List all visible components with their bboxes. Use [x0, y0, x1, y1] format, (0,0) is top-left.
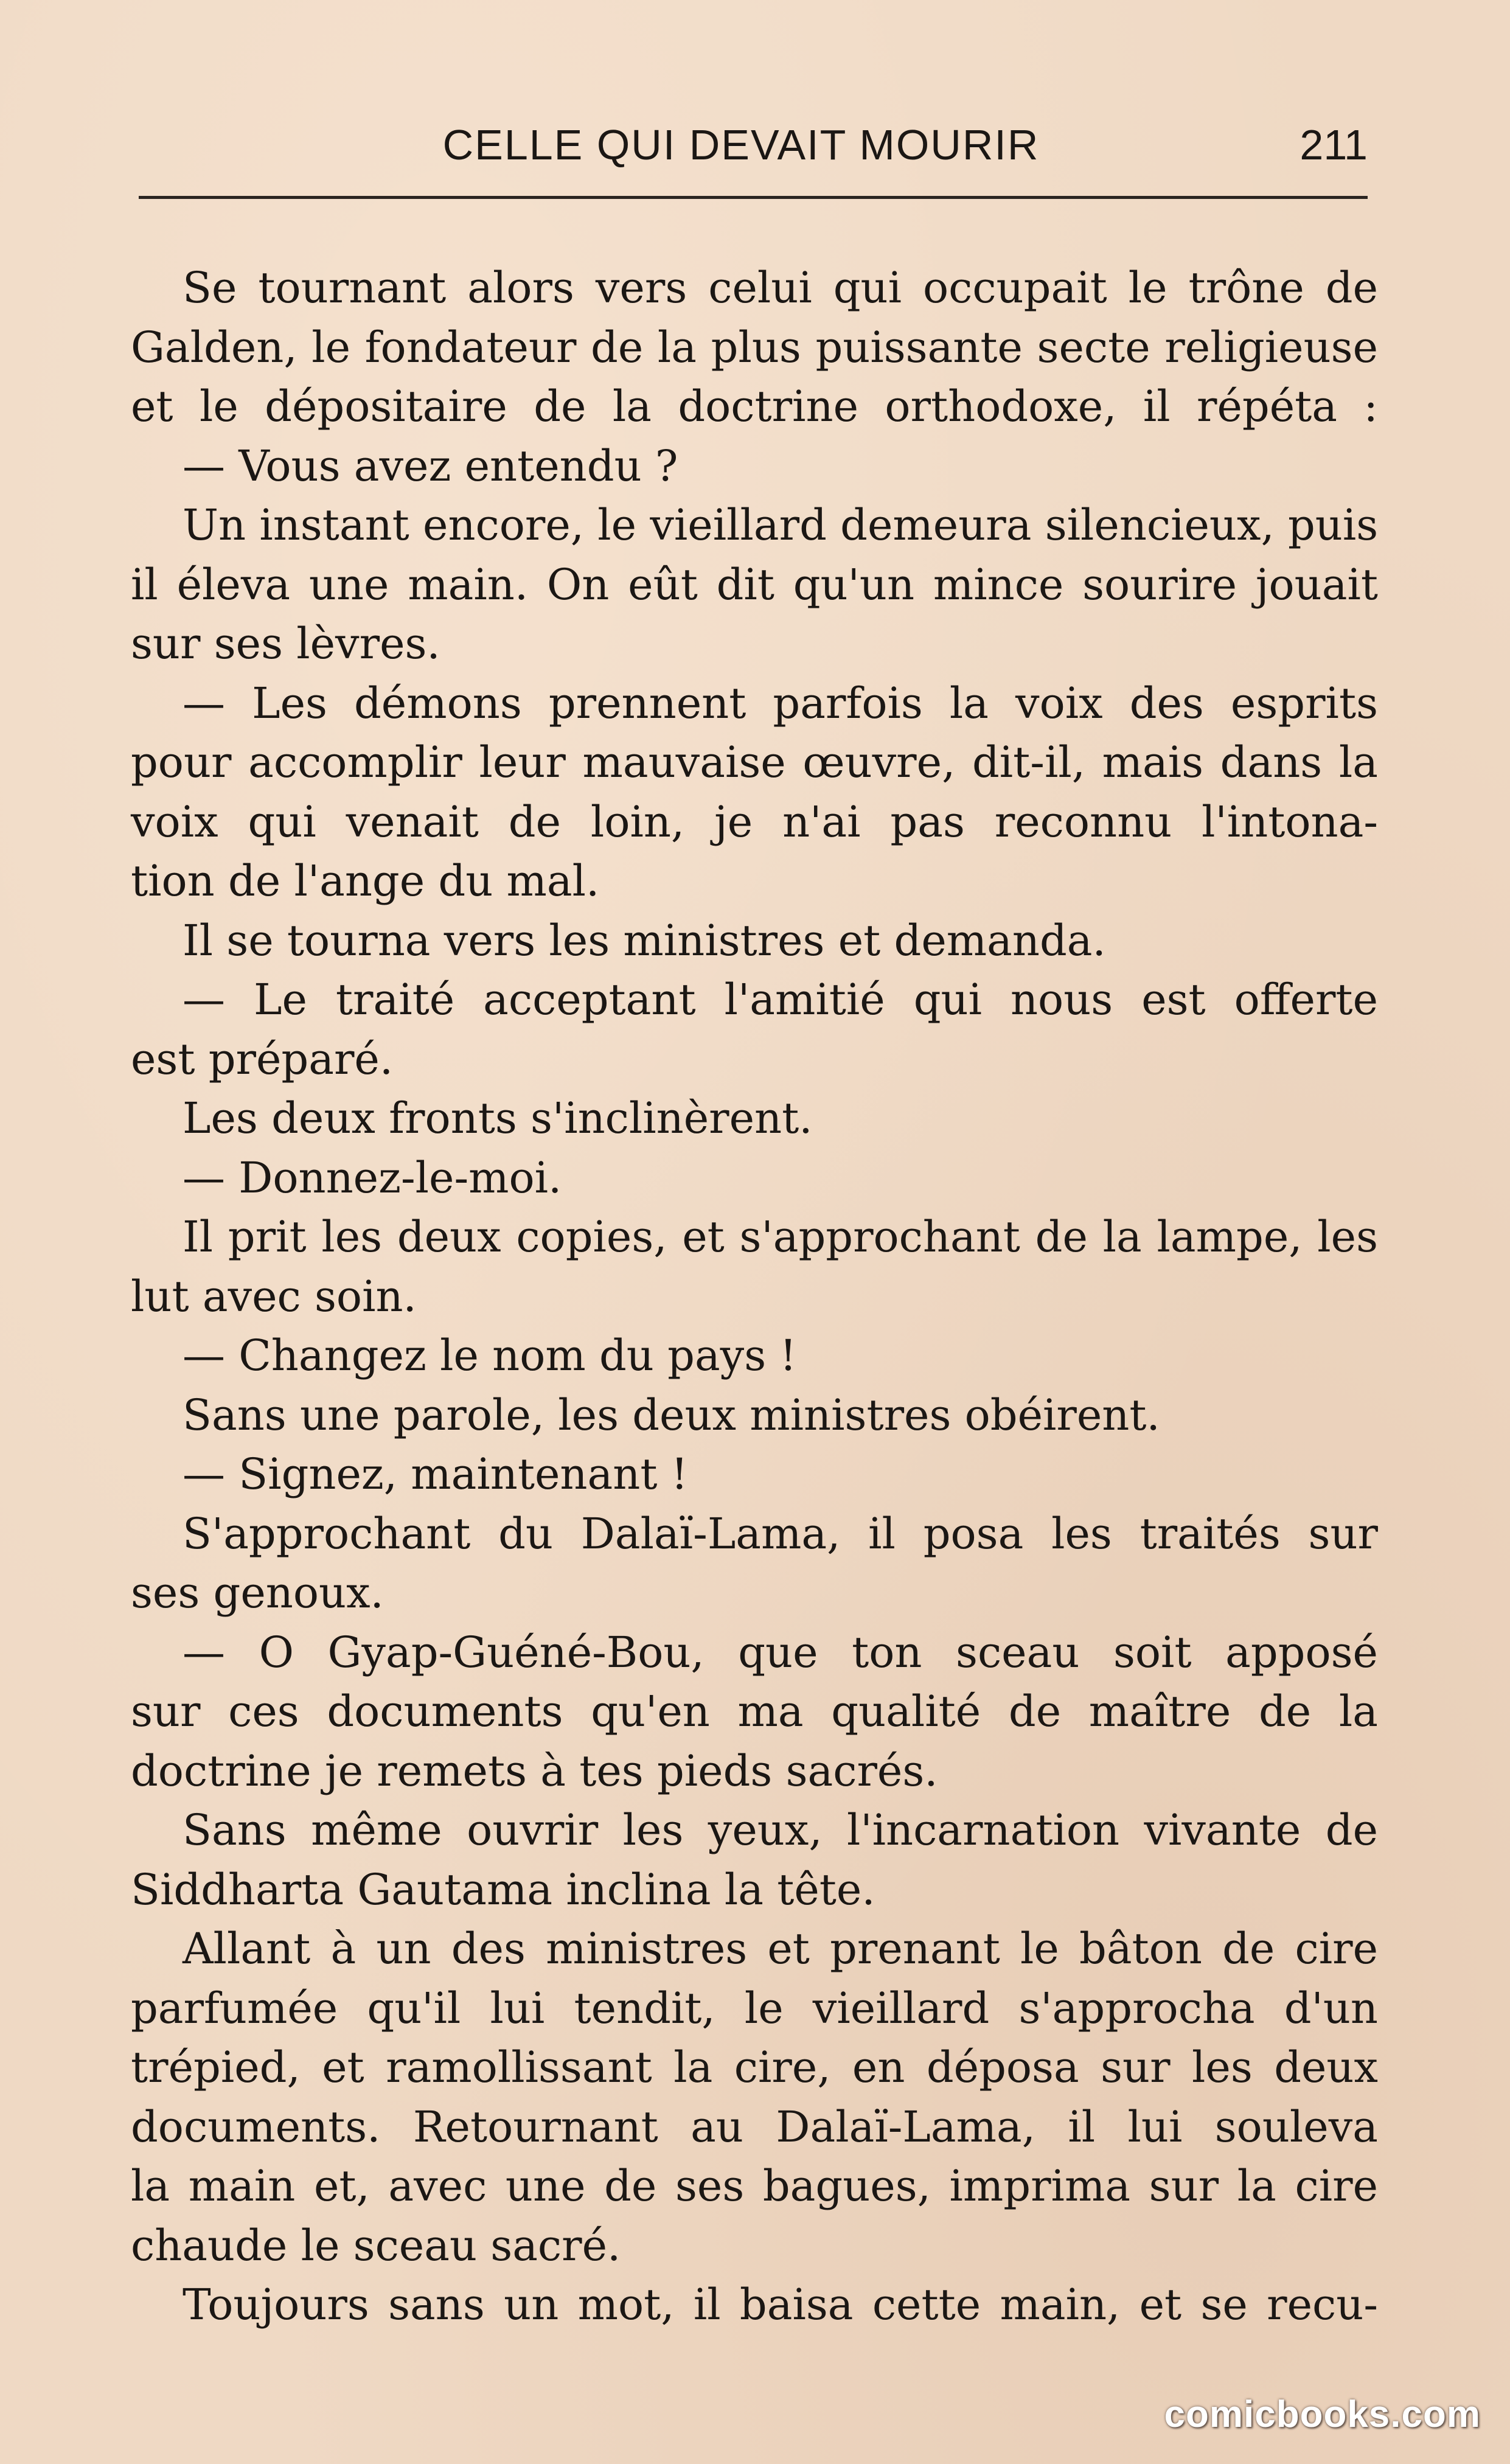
running-title: CELLE QUI DEVAIT MOURIR — [442, 121, 1040, 169]
text-line: Allant à un des ministres et prenant le bâton de cire — [183, 1924, 1378, 1974]
text-line: la main et, avec une de ses bagues, imprima sur la cire — [131, 2161, 1378, 2211]
text-line: Galden, le fondateur de la plus puissante secte religieuse — [131, 322, 1378, 372]
body-text — [131, 259, 1378, 2335]
text-line: ses genoux. — [131, 1568, 384, 1618]
text-line: voix qui venait de loin, je n'ai pas reconnu l'intona- — [131, 796, 1378, 847]
text-line: tion de l'ange du mal. — [131, 856, 600, 906]
text-line: Siddharta Gautama inclina la tête. — [131, 1864, 875, 1915]
text-line: — Donnez-le-moi. — [183, 1152, 562, 1203]
text-line: Les deux fronts s'inclinèrent. — [183, 1093, 813, 1143]
watermark: comicbooks.com — [1164, 2393, 1481, 2435]
text-line: Toujours sans un mot, il baisa cette main, et se recu- — [183, 2280, 1378, 2330]
text-line: Sans même ouvrir les yeux, l'incarnation vivante de — [183, 1805, 1378, 1855]
text-line: — Le traité acceptant l'amitié qui nous est offerte — [183, 975, 1378, 1025]
text-line: — Vous avez entendu ? — [183, 440, 678, 491]
text-line: parfumée qu'il lui tendit, le vieillard s'approcha d'un — [131, 1983, 1378, 2033]
text-line: Se tournant alors vers celui qui occupait le trône de — [183, 263, 1378, 313]
text-line: Il se tourna vers les ministres et demanda. — [183, 915, 1106, 966]
text-line: sur ses lèvres. — [131, 619, 440, 669]
page-number: 211 — [1300, 121, 1368, 169]
text-line: et le dépositaire de la doctrine orthodoxe, il répéta : — [131, 381, 1378, 431]
text-line: pour accomplir leur mauvaise œuvre, dit-il, mais dans la — [131, 737, 1378, 787]
text-line: trépied, et ramollissant la cire, en déposa sur les deux — [131, 2042, 1378, 2092]
text-line: — Changez le nom du pays ! — [183, 1331, 797, 1380]
text-line: documents. Retournant au Dalaï-Lama, il lui souleva — [131, 2101, 1378, 2152]
header-rule — [139, 196, 1368, 199]
text-line: S'approchant du Dalaï-Lama, il posa les traités sur — [183, 1508, 1378, 1559]
running-head — [139, 114, 1368, 181]
text-line: sur ces documents qu'en ma qualité de maître de la — [131, 1686, 1378, 1736]
text-line: Il prit les deux copies, et s'approchant de la lampe, les — [183, 1212, 1378, 1262]
text-line: il éleva une main. On eût dit qu'un mince sourire jouait — [131, 559, 1378, 610]
text-line: Un instant encore, le vieillard demeura silencieux, puis — [183, 500, 1379, 550]
text-line: est préparé. — [131, 1034, 394, 1084]
text-line: — O Gyap-Guéné-Bou, que ton sceau soit apposé — [183, 1627, 1378, 1677]
text-line: chaude le sceau sacré. — [131, 2220, 621, 2271]
text-line: — Les démons prennent parfois la voix des esprits — [183, 678, 1378, 728]
text-line: lut avec soin. — [131, 1271, 417, 1321]
text-line: Sans une parole, les deux ministres obéirent. — [183, 1390, 1160, 1440]
text-line: doctrine je remets à tes pieds sacrés. — [131, 1745, 938, 1796]
text-line: — Signez, maintenant ! — [183, 1449, 688, 1499]
